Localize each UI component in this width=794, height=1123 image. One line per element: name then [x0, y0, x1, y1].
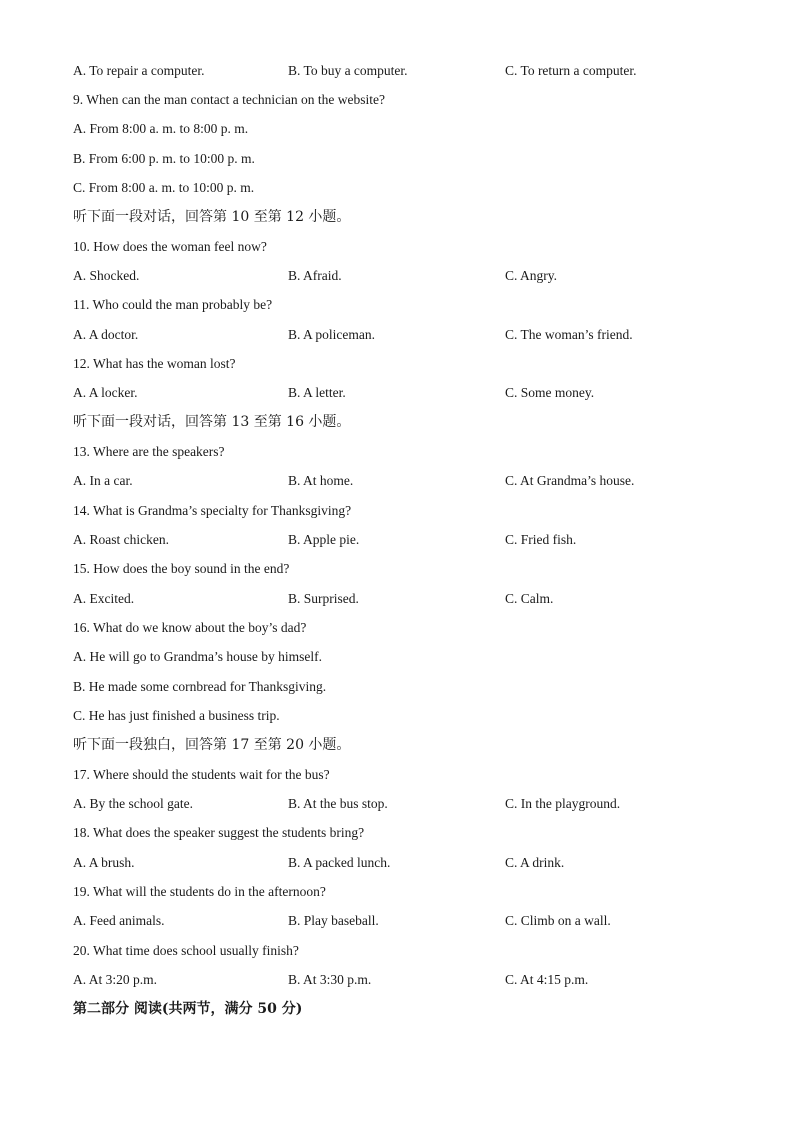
- q13-option-c: C. At Grandma’s house.: [505, 473, 635, 488]
- q19-option-c: C. Climb on a wall.: [505, 913, 611, 928]
- q11-options-row: [73, 324, 734, 346]
- q16-option-b: B. He made some cornbread for Thanksgiving.: [73, 679, 327, 694]
- q9-option-a: A. From 8:00 a. m. to 8:00 p. m.: [73, 121, 249, 136]
- q10-option-b: B. Afraid.: [288, 268, 342, 283]
- q13-option-a: A. In a car.: [73, 473, 133, 488]
- q18-option-c: C. A drink.: [505, 855, 565, 870]
- q8-option-b: B. To buy a computer.: [288, 63, 408, 78]
- section-heading-17-20: 听下面一段独白，回答第 17 至第 20 小题。: [73, 737, 351, 753]
- q16-option-a: A. He will go to Grandma’s house by himself.: [73, 649, 322, 664]
- q15-stem: 15. How does the boy sound in the end?: [73, 561, 290, 576]
- q11-option-a: A. A doctor.: [73, 327, 139, 342]
- q18-stem: 18. What does the speaker suggest the students bring?: [73, 825, 365, 840]
- q15-option-c: C. Calm.: [505, 591, 554, 606]
- q14-option-a: A. Roast chicken.: [73, 532, 169, 547]
- q17-option-b: B. At the bus stop.: [288, 796, 388, 811]
- q20-option-b: B. At 3:30 p.m.: [288, 972, 372, 987]
- q13-options-row: [73, 470, 734, 492]
- q12-option-a: A. A locker.: [73, 385, 138, 400]
- q12-stem: 12. What has the woman lost?: [73, 356, 236, 371]
- q17-options-row: [73, 793, 734, 815]
- q20-option-a: A. At 3:20 p.m.: [73, 972, 158, 987]
- q12-option-c: C. Some money.: [505, 385, 595, 400]
- q19-option-a: A. Feed animals.: [73, 913, 165, 928]
- q13-stem: 13. Where are the speakers?: [73, 444, 225, 459]
- part-two-heading: 第二部分 阅读(共两节，满分 50 分): [73, 1001, 303, 1017]
- q19-options-row: [73, 910, 734, 932]
- q10-options-row: [73, 265, 734, 287]
- q14-option-c: C. Fried fish.: [505, 532, 577, 547]
- q16-stem: 16. What do we know about the boy’s dad?: [73, 620, 307, 635]
- q11-option-c: C. The woman’s friend.: [505, 327, 633, 342]
- section-heading-10-12: 听下面一段对话，回答第 10 至第 12 小题。: [73, 209, 351, 225]
- q15-options-row: [73, 588, 734, 610]
- q12-options-row: [73, 382, 734, 404]
- q17-option-c: C. In the playground.: [505, 796, 621, 811]
- q17-stem: 17. Where should the students wait for the bus?: [73, 767, 330, 782]
- q18-options-row: [73, 852, 734, 874]
- q18-option-a: A. A brush.: [73, 855, 135, 870]
- q11-option-b: B. A policeman.: [288, 327, 375, 342]
- q14-stem: 14. What is Grandma’s specialty for Thanksgiving?: [73, 503, 352, 518]
- q13-option-b: B. At home.: [288, 473, 354, 488]
- q11-stem: 11. Who could the man probably be?: [73, 297, 273, 312]
- q9-option-c: C. From 8:00 a. m. to 10:00 p. m.: [73, 180, 255, 195]
- q14-option-b: B. Apple pie.: [288, 532, 360, 547]
- q16-option-c: C. He has just finished a business trip.: [73, 708, 280, 723]
- q12-option-b: B. A letter.: [288, 385, 346, 400]
- q8-option-a: A. To repair a computer.: [73, 63, 205, 78]
- q17-option-a: A. By the school gate.: [73, 796, 193, 811]
- q15-option-a: A. Excited.: [73, 591, 135, 606]
- q15-option-b: B. Surprised.: [288, 591, 359, 606]
- q14-options-row: [73, 529, 734, 551]
- q8-option-c: C. To return a computer.: [505, 63, 637, 78]
- q20-options-row: [73, 969, 734, 991]
- q9-stem: 9. When can the man contact a technician on the website?: [73, 92, 385, 107]
- section-heading-13-16: 听下面一段对话，回答第 13 至第 16 小题。: [73, 414, 351, 430]
- q9-option-b: B. From 6:00 p. m. to 10:00 p. m.: [73, 151, 255, 166]
- q20-stem: 20. What time does school usually finish?: [73, 943, 299, 958]
- q19-option-b: B. Play baseball.: [288, 913, 379, 928]
- q18-option-b: B. A packed lunch.: [288, 855, 391, 870]
- q8-options-row: [73, 60, 734, 82]
- q10-option-a: A. Shocked.: [73, 268, 140, 283]
- q10-stem: 10. How does the woman feel now?: [73, 239, 267, 254]
- q19-stem: 19. What will the students do in the afternoon?: [73, 884, 326, 899]
- q10-option-c: C. Angry.: [505, 268, 558, 283]
- q20-option-c: C. At 4:15 p.m.: [505, 972, 589, 987]
